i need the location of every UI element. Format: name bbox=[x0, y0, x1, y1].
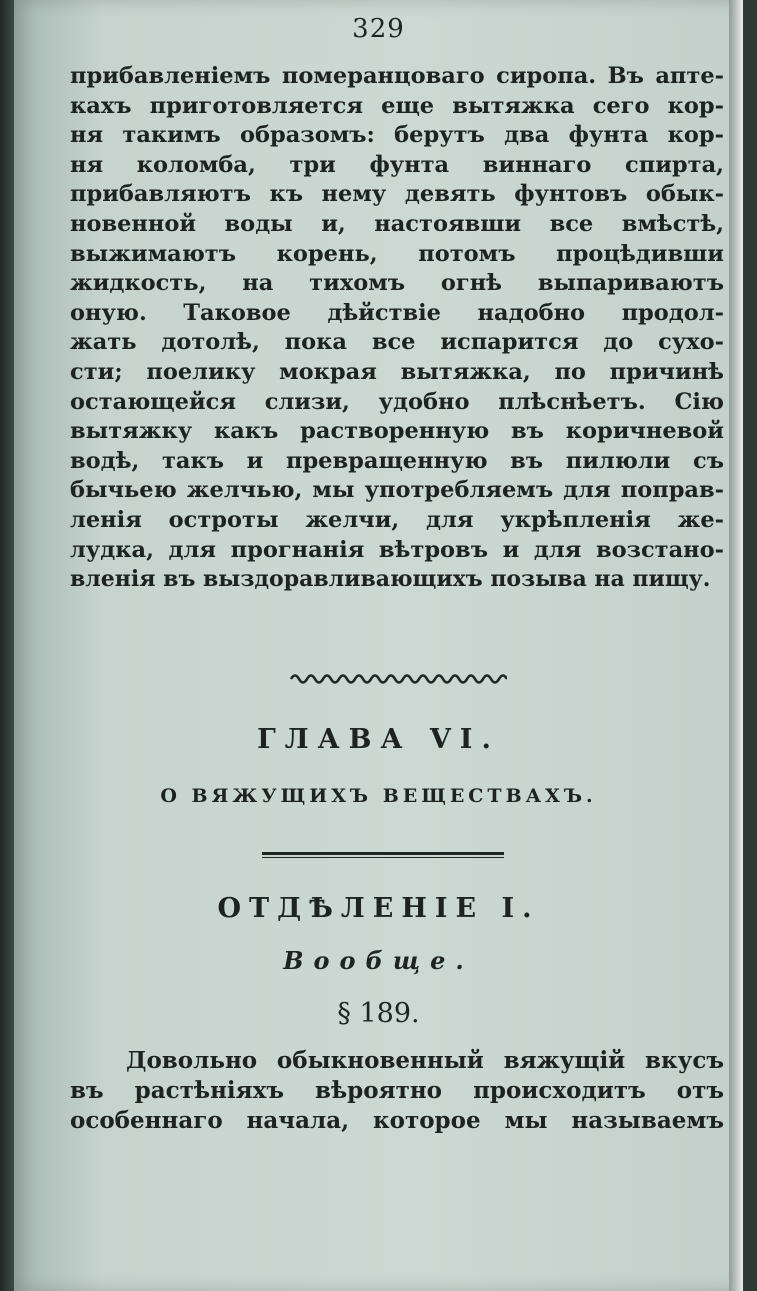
text-line: кахъ приготовляется еще вытяжка сего кор- bbox=[70, 92, 724, 119]
book-spine bbox=[0, 0, 14, 1291]
paragraph-section-start bbox=[70, 1046, 724, 1136]
section-title: ОТДѢЛЕНІЕ I. bbox=[217, 893, 540, 924]
text-line: остающейся слизи, удобно плѣснѣетъ. Сію bbox=[70, 388, 724, 415]
text-line: вленія въ выздоравливающихъ позыва на пищу. bbox=[70, 566, 711, 593]
text-line: лудка, для прогнанія вѣтровъ и для возстано- bbox=[70, 536, 724, 563]
text-line: водѣ, такъ и превращенную въ пилюли съ bbox=[70, 447, 724, 474]
paragraph-continuation bbox=[70, 62, 724, 595]
text-line: прибавляютъ къ нему девять фунтовъ обык- bbox=[70, 181, 724, 208]
text-line: въ растѣніяхъ вѣроятно происходитъ отъ bbox=[70, 1077, 724, 1104]
text-line: новенной воды и, настоявши все вмѣстѣ, bbox=[70, 210, 724, 237]
double-rule-divider bbox=[262, 852, 504, 860]
text-line: Довольно обыкновенный вяжущій вкусъ bbox=[126, 1047, 724, 1074]
text-line: оную. Таковое дѣйствіе надобно продол- bbox=[70, 299, 724, 326]
text-line: прибавленіемъ померанцоваго сиропа. Въ апте- bbox=[70, 63, 724, 89]
page-number: 329 bbox=[352, 14, 405, 44]
chapter-title: ГЛАВА VI. bbox=[257, 724, 500, 755]
section-number: § 189. bbox=[337, 998, 420, 1029]
text-line: жидкость, на тихомъ огнѣ выпариваютъ bbox=[70, 270, 724, 297]
chapter-subtitle: О ВЯЖУЩИХЪ ВЕЩЕСТВАХЪ. bbox=[160, 785, 597, 807]
text-line: ня такимъ образомъ: берутъ два фунта кор- bbox=[70, 122, 724, 149]
page-edge bbox=[729, 0, 743, 1291]
text-line: сти; поелику мокрая вытяжка, по причинѣ bbox=[70, 358, 724, 385]
text-line: ленія остроты желчи, для укрѣпленія же- bbox=[70, 506, 724, 533]
text-line: выжимаютъ корень, потомъ процѣдивши bbox=[70, 240, 724, 267]
wavy-ornament-divider bbox=[289, 670, 507, 688]
book-page bbox=[14, 0, 743, 1291]
text-line: особеннаго начала, которое мы называемъ bbox=[70, 1107, 724, 1134]
text-line: ня коломба, три фунта виннаго спирта, bbox=[70, 151, 724, 178]
section-subtitle: Вообще. bbox=[283, 946, 474, 975]
text-line: жать дотолѣ, пока все испарится до сухо- bbox=[70, 329, 724, 356]
text-line: бычьею желчью, мы употребляемъ для поправ- bbox=[70, 477, 724, 504]
text-line: вытяжку какъ растворенную въ коричневой bbox=[70, 418, 724, 445]
